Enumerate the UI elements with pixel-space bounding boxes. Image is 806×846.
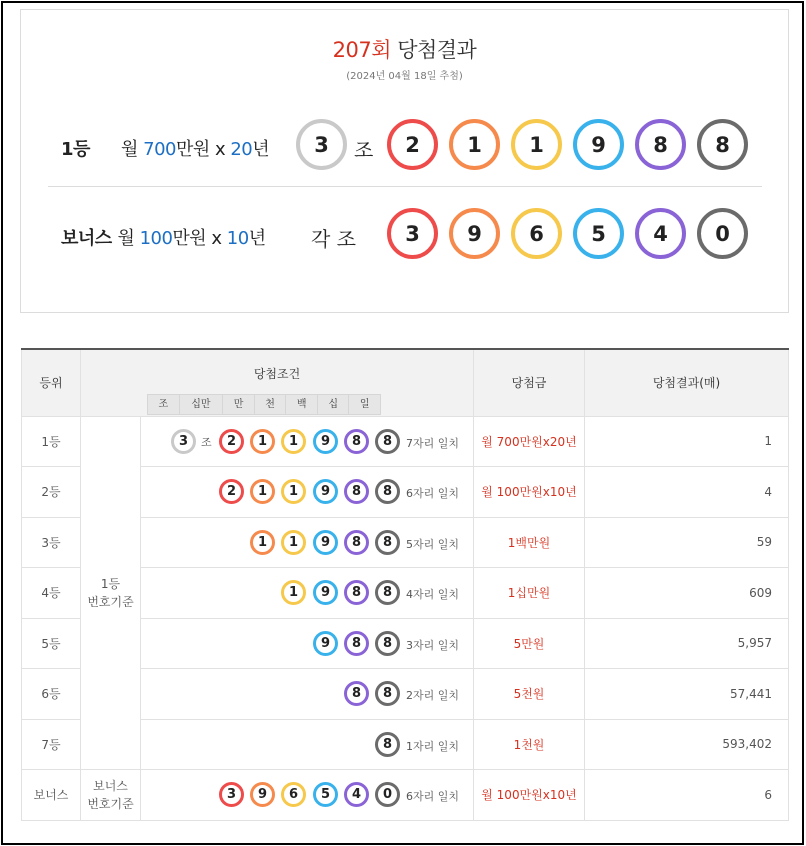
rank-cell: 7등 (22, 719, 81, 770)
header-prize: 당첨금 (474, 349, 585, 416)
basis-cell: 1등 번호기준 (81, 416, 141, 770)
digit-unit-header (147, 394, 381, 415)
table-row (22, 416, 789, 467)
number-ball: 6 (511, 208, 562, 259)
condition-cell (141, 669, 474, 720)
number-ball: 9 (313, 429, 338, 454)
number-ball: 2 (219, 429, 244, 454)
number-ball: 8 (375, 631, 400, 656)
number-ball: 9 (313, 580, 338, 605)
rank-cell: 4등 (22, 568, 81, 619)
number-ball: 3 (219, 782, 244, 807)
digit-unit-label: 백 (286, 395, 318, 414)
page-title (21, 34, 788, 64)
digit-unit-label: 조 (148, 395, 180, 414)
rank-cell: 2등 (22, 467, 81, 518)
number-ball: 3 (387, 208, 438, 259)
number-ball: 8 (375, 580, 400, 605)
group-suffix: 조 (354, 138, 374, 162)
bonus-prize-row (21, 206, 788, 266)
prize-cell: 5만원 (474, 618, 585, 669)
number-ball: 9 (573, 119, 624, 170)
rank-cell: 1등 (22, 416, 81, 467)
number-ball: 8 (375, 429, 400, 454)
table-header-row (22, 349, 789, 416)
condition-cell (141, 719, 474, 770)
number-ball: 8 (344, 479, 369, 504)
count-cell: 57,441 (585, 669, 789, 720)
rank-cell: 3등 (22, 517, 81, 568)
count-cell: 609 (585, 568, 789, 619)
digit-unit-label: 십만 (180, 395, 224, 414)
number-ball: 8 (344, 429, 369, 454)
number-ball: 8 (375, 681, 400, 706)
match-text: 7자리 일치 (406, 436, 459, 450)
number-ball: 1 (281, 580, 306, 605)
match-text: 5자리 일치 (406, 537, 459, 551)
divider (48, 186, 762, 187)
number-ball: 8 (635, 119, 686, 170)
number-ball: 5 (313, 782, 338, 807)
number-ball: 8 (344, 580, 369, 605)
number-ball: 2 (387, 119, 438, 170)
match-text: 3자리 일치 (406, 638, 459, 652)
number-ball: 9 (313, 479, 338, 504)
number-ball: 8 (344, 681, 369, 706)
number-ball: 8 (375, 530, 400, 555)
prize-cell: 월 700만원x20년 (474, 416, 585, 467)
header-condition: 당첨조건 조 십만 만 천 백 십 일 (81, 349, 474, 416)
number-ball: 9 (313, 530, 338, 555)
digit-unit-label: 만 (223, 395, 255, 414)
digit-unit-label: 일 (359, 399, 370, 410)
prize-cell: 1백만원 (474, 517, 585, 568)
count-cell: 593,402 (585, 719, 789, 770)
number-ball: 8 (344, 530, 369, 555)
prize-cell: 1십만원 (474, 568, 585, 619)
condition-cell (141, 416, 474, 467)
match-text: 6자리 일치 (406, 790, 459, 803)
number-ball: 1 (250, 530, 275, 555)
prize-cell: 월 100만원x10년 (474, 467, 585, 518)
count-cell: 1 (585, 416, 789, 467)
number-ball: 1 (449, 119, 500, 170)
number-ball: 4 (344, 782, 369, 807)
condition-cell (141, 517, 474, 568)
number-ball: 6 (281, 782, 306, 807)
winning-summary (20, 9, 789, 313)
prize-cell: 5천원 (474, 669, 585, 720)
number-ball: 1 (281, 530, 306, 555)
number-ball: 0 (697, 208, 748, 259)
first-prize-amount: 월 700만원 x 20년 (121, 139, 270, 160)
match-text: 6자리 일치 (406, 487, 459, 500)
condition-cell (141, 770, 474, 821)
prize-cell: 1천원 (474, 719, 585, 770)
number-ball: 4 (635, 208, 686, 259)
number-ball: 1 (511, 119, 562, 170)
rank-cell: 6등 (22, 669, 81, 720)
rank-cell: 보너스 (22, 770, 81, 821)
condition-cell (141, 467, 474, 518)
header-count: 당첨결과(매) (585, 349, 789, 416)
basis-cell: 보너스 번호기준 (81, 770, 141, 821)
each-group-label: 각 조 (311, 227, 356, 251)
number-ball: 1 (250, 429, 275, 454)
group-number-ball: 3 (171, 429, 196, 454)
group-number-ball: 3 (296, 119, 347, 170)
number-ball: 1 (281, 429, 306, 454)
draw-date: (2024년 04월 18일 추첨) (346, 71, 463, 82)
title-text: 당첨결과 (391, 38, 477, 62)
prize-cell: 월 100만원x10년 (474, 770, 585, 821)
count-cell: 5,957 (585, 618, 789, 669)
number-ball: 9 (313, 631, 338, 656)
result-table (21, 348, 789, 821)
number-ball: 5 (573, 208, 624, 259)
condition-cell (141, 568, 474, 619)
number-ball: 9 (250, 782, 275, 807)
count-cell: 6 (585, 770, 789, 821)
number-ball: 8 (697, 119, 748, 170)
match-text: 2자리 일치 (406, 689, 459, 702)
number-ball: 8 (344, 631, 369, 656)
table-row (22, 770, 789, 821)
first-prize-label: 1등 (61, 139, 90, 160)
count-cell: 4 (585, 467, 789, 518)
number-ball: 1 (250, 479, 275, 504)
digit-unit-label: 천 (255, 395, 287, 414)
group-suffix: 조 (201, 435, 212, 449)
number-ball: 0 (375, 782, 400, 807)
digit-unit-label: 십 (318, 395, 350, 414)
bonus-prize-label: 보너스 월 100만원 x 10년 (61, 228, 266, 249)
number-ball: 8 (375, 479, 400, 504)
count-cell: 59 (585, 517, 789, 568)
round-number: 207회 (332, 38, 392, 62)
header-rank: 등위 (22, 349, 81, 416)
number-ball: 2 (219, 479, 244, 504)
condition-cell (141, 618, 474, 669)
match-text: 4자리 일치 (406, 588, 459, 601)
number-ball: 9 (449, 208, 500, 259)
number-ball: 8 (375, 732, 400, 757)
match-text: 1자리 일치 (406, 739, 459, 753)
rank-cell: 5등 (22, 618, 81, 669)
number-ball: 1 (281, 479, 306, 504)
first-prize-row (21, 117, 788, 177)
